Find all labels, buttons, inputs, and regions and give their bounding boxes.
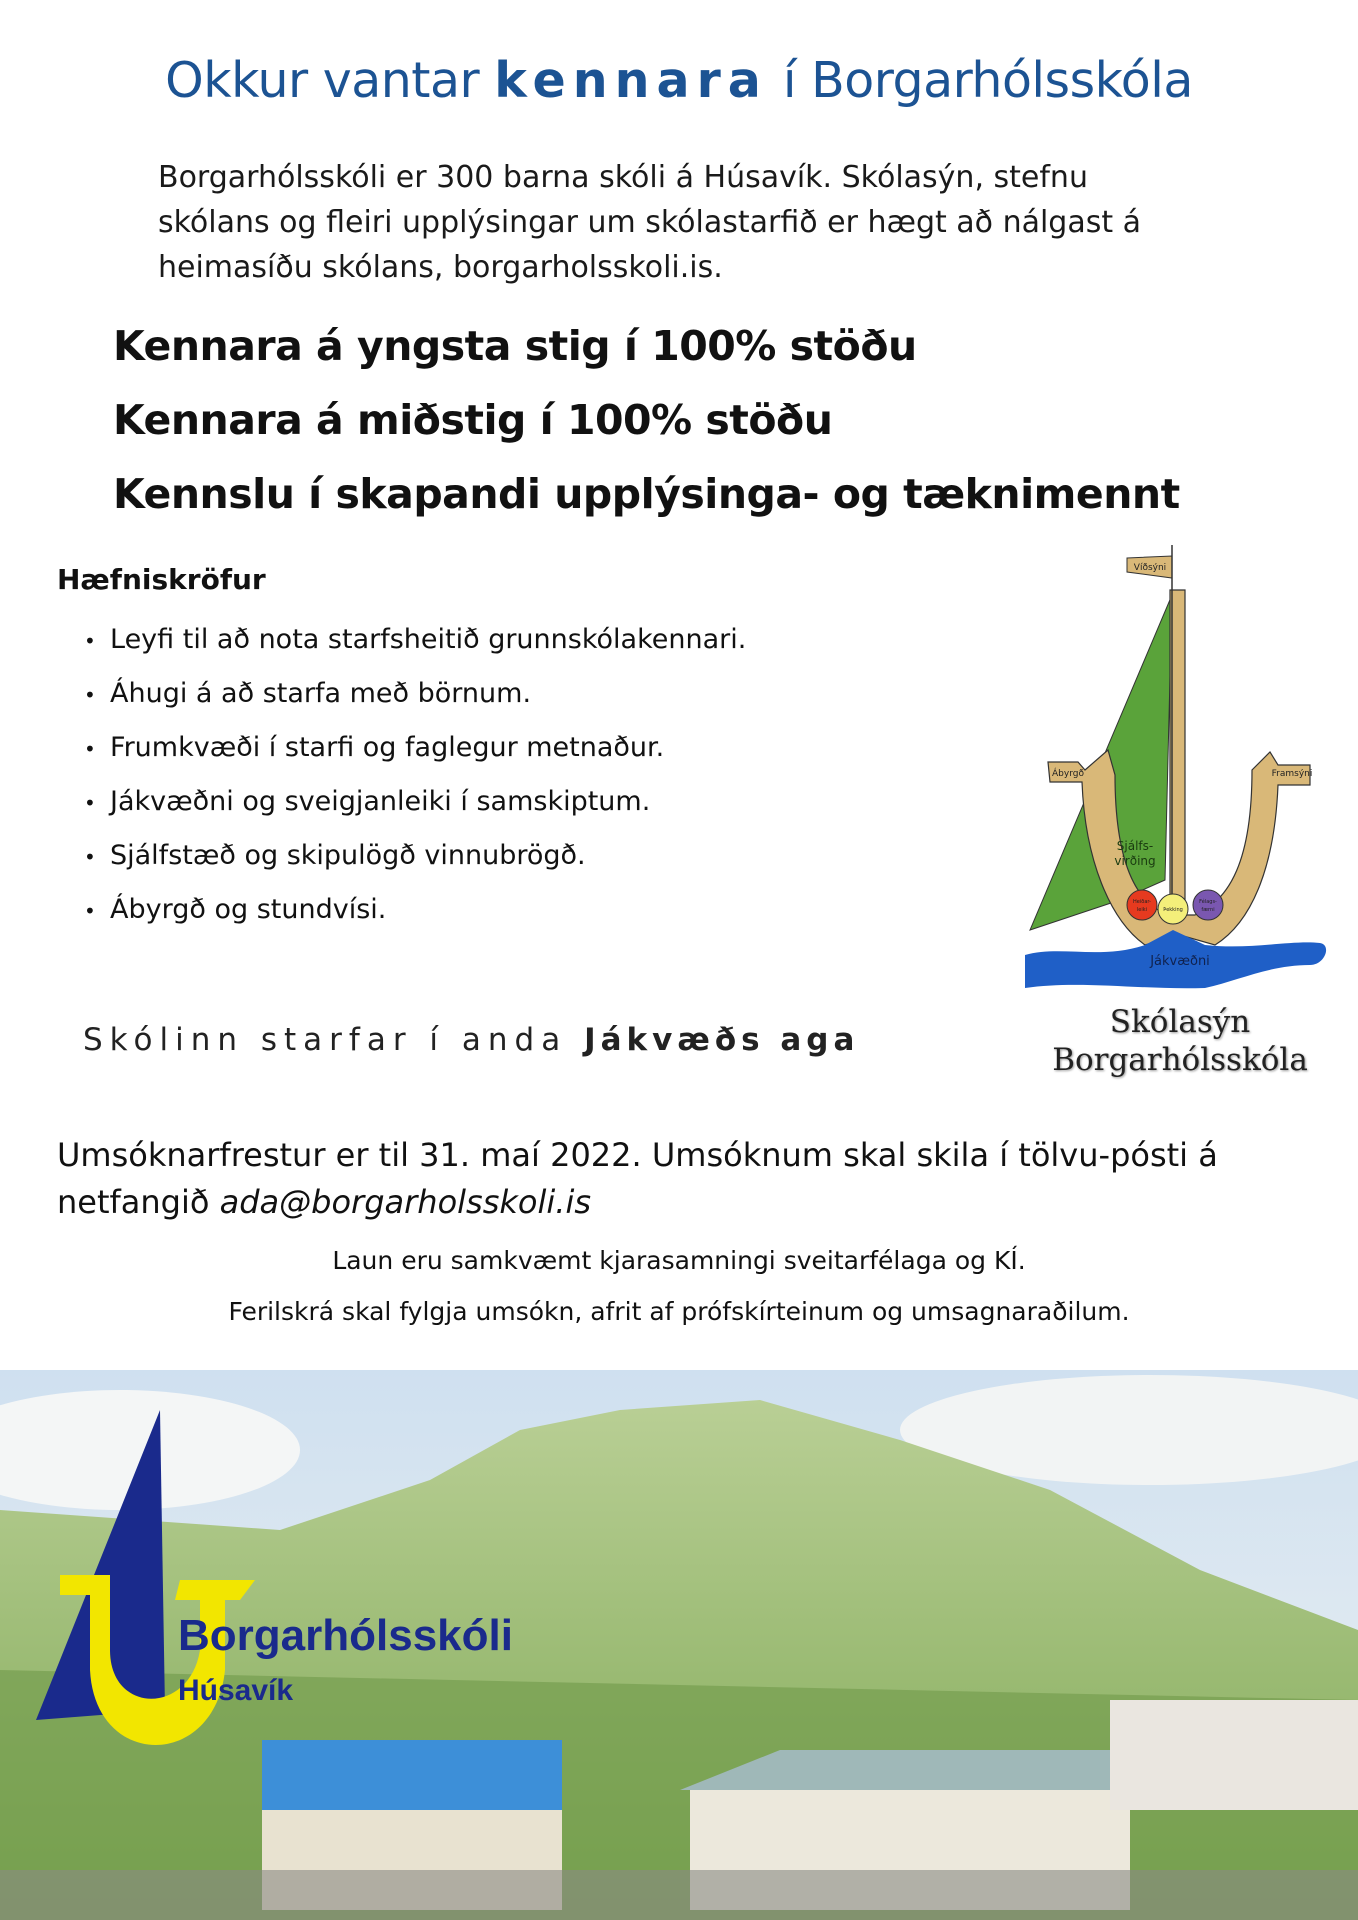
salary-text: Laun eru samkvæmt kjarasamningi sveitarfélaga og KÍ. — [332, 1246, 1026, 1275]
label-c1a: Heiðar- — [1133, 899, 1151, 905]
label-sail: Sjálfs- — [1116, 839, 1154, 853]
label-c1b: leiki — [1136, 907, 1148, 913]
title-bold: kennara — [494, 52, 768, 109]
label-sail-2: virðing — [1114, 854, 1156, 868]
logo-town: Húsavík — [178, 1674, 294, 1707]
requirement-item: • Áhugi á að starfa með börnum. — [84, 672, 746, 726]
vision-diagram — [1020, 540, 1350, 1000]
page-title — [0, 52, 1358, 109]
label-c3a: Félags- — [1199, 899, 1217, 905]
building-blue-roof — [262, 1740, 562, 1810]
requirement-item: • Sjálfstæð og skipulögð vinnubrögð. — [84, 834, 746, 888]
vision-caption-2: Borgarhólsskóla — [1052, 1042, 1308, 1078]
motto — [83, 1022, 859, 1058]
job-1: Kennara á yngsta stig í 100% stöðu — [113, 322, 917, 370]
title-post: í Borgarhólsskóla — [767, 52, 1193, 109]
deadline-body: Umsóknarfrestur er til 31. maí 2022. Umsóknum skal skila í tölvu-pósti á netfangið — [57, 1136, 1218, 1221]
vision-caption — [1030, 1003, 1330, 1079]
label-right: Framsýni — [1271, 769, 1313, 779]
title-pre: Okkur vantar — [165, 52, 495, 109]
circle-red — [1127, 890, 1157, 920]
label-c2: Þekking — [1163, 907, 1183, 913]
motto-pre: Skólinn starfar í anda — [83, 1022, 585, 1058]
email-link[interactable]: ada@borgarholsskoli.is — [219, 1183, 591, 1221]
requirement-item: • Frumkvæði í starfi og faglegur metnaður. — [84, 726, 746, 780]
requirements-list — [84, 618, 746, 942]
intro-text: Borgarhólsskóli er 300 barna skóli á Húsavík. Skólasýn, stefnu skólans og fleiri upplýsingar um skólastarfið er hægt að nálgast á heimasíðu skólans, borgarholsskoli.is. — [158, 160, 1142, 285]
job-3: Kennslu í skapandi upplýsinga- og tæknimennt — [113, 470, 1180, 518]
label-top: Víðsýni — [1133, 563, 1167, 573]
job-2: Kennara á miðstig í 100% stöðu — [113, 396, 833, 444]
label-left: Ábyrgð — [1052, 769, 1084, 779]
circle-purple — [1193, 890, 1223, 920]
deadline-text — [57, 1132, 1317, 1226]
requirement-item: • Jákvæðni og sveigjanleiki í samskiptum. — [84, 780, 746, 834]
logo-name: Borgarhólsskóli — [178, 1611, 513, 1660]
cv-text: Ferilskrá skal fylgja umsókn, afrit af prófskírteinum og umsagnaraðilum. — [228, 1297, 1130, 1326]
school-photo — [0, 1370, 1358, 1920]
label-water: Jákvæðni — [1150, 954, 1210, 969]
motto-bold: Jákvæðs aga — [584, 1022, 860, 1058]
requirements-heading: Hæfniskröfur — [57, 563, 266, 596]
requirement-item: • Ábyrgð og stundvísi. — [84, 888, 746, 942]
requirement-item: • Leyfi til að nota starfsheitið grunnskólakennari. — [84, 618, 746, 672]
label-c3b: færni — [1201, 907, 1215, 913]
vision-caption-1: Skólasýn — [1109, 1004, 1251, 1040]
